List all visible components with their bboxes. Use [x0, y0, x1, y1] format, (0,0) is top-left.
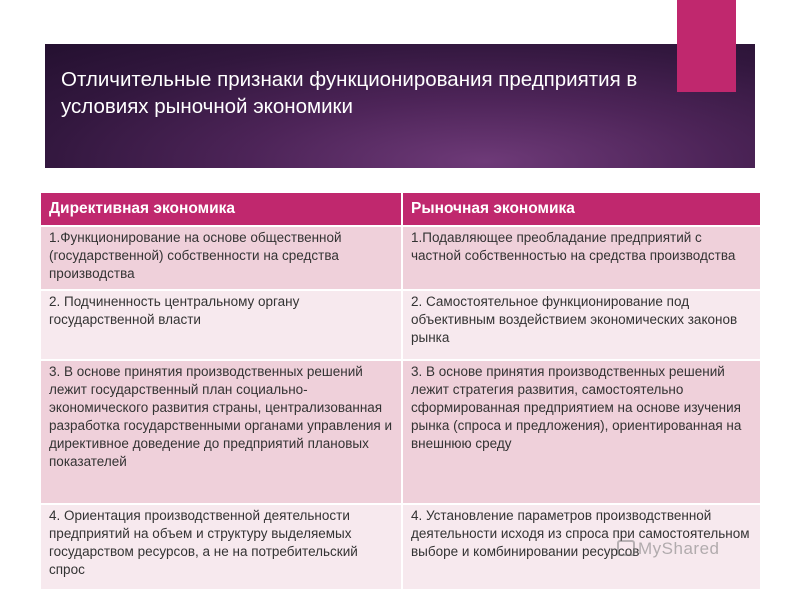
table-cell-directive: 3. В основе принятия производственных решений лежит государственный план социально-экономического развития страны, централизованная разработка государственными органами управления и директивное доведение до предприятий плановых показателей — [41, 360, 402, 504]
table-cell-market: 4. Установление параметров производственной деятельности исходя из спроса при самостоятельном выборе и комбинировании ресурсов — [402, 504, 760, 590]
table-cell-market: 1.Подавляющее преобладание предприятий с частной собственностью на средства производства — [402, 226, 760, 290]
table-cell-directive: 1.Функционирование на основе общественной (государственной) собственности на средства производства — [41, 226, 402, 290]
table-row — [41, 360, 760, 504]
header-market-economy: Рыночная экономика — [402, 193, 760, 226]
table-cell-directive: 4. Ориентация производственной деятельности предприятий на объем и структуру выделяемых государством ресурсов, а не на потребительский спрос — [41, 504, 402, 590]
table-cell-market: 3. В основе принятия производственных решений лежит стратегия развития, самостоятельно сформированная предприятием на основе изучения рынка (спроса и предложения), ориентированная на внешнюю среду — [402, 360, 760, 504]
presentation-icon — [617, 540, 635, 556]
comparison-table-container — [41, 193, 760, 591]
watermark — [617, 539, 719, 559]
table-row — [41, 226, 760, 290]
table-row — [41, 290, 760, 360]
slide-title: Отличительные признаки функционирования предприятия в условиях рыночной экономики — [61, 68, 638, 118]
table-cell-directive: 2. Подчиненность центральному органу государственной власти — [41, 290, 402, 360]
header-directive-economy: Директивная экономика — [41, 193, 402, 226]
table-header-row — [41, 193, 760, 226]
comparison-table — [41, 193, 760, 591]
table-cell-market: 2. Самостоятельное функционирование под объективным воздействием экономических законов рынка — [402, 290, 760, 360]
watermark-text: MyShared — [638, 539, 720, 558]
